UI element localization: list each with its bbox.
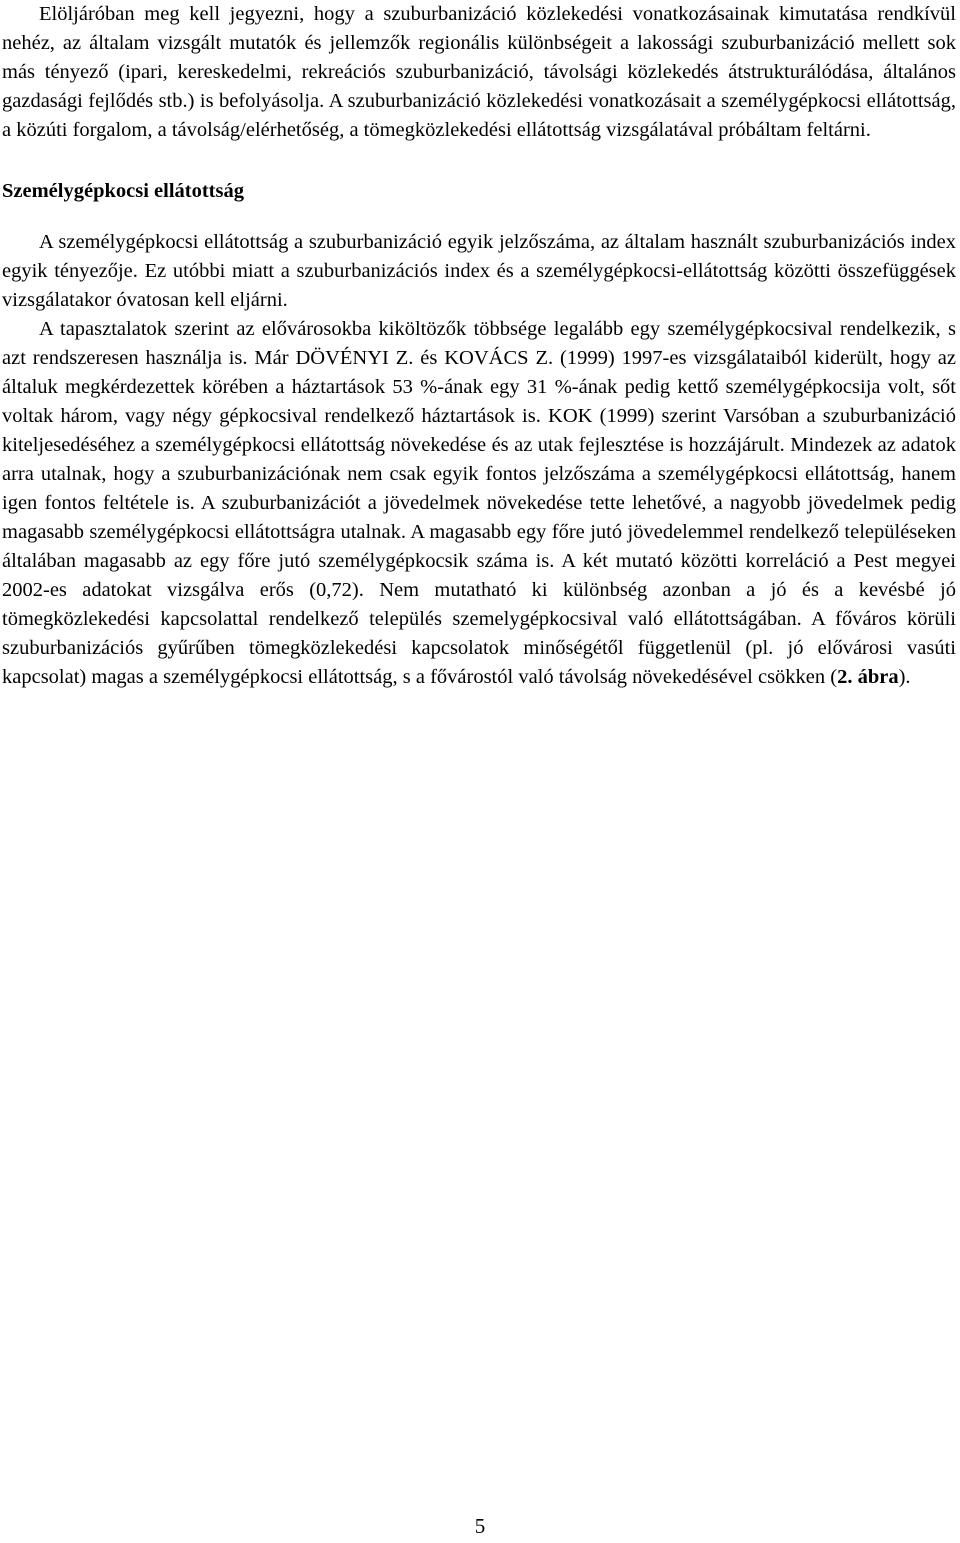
- section-paragraph-2-end: ).: [898, 666, 911, 688]
- intro-paragraph: Elöljáróban meg kell jegyezni, hogy a szuburbanizáció közlekedési vonatkozásainak kimutatása rendkívül nehéz, az általam vizsgált mutatók és jellemzők regionális különbségeit a lakossági szuburbanizáció mellett sok más tényező (ipari, kereskedelmi, rekreációs szuburbanizáció, távolsági közlekedés átstrukturálódása, általános gazdasági fejlődés stb.) is befolyásolja. A szuburbanizáció közlekedési vonatkozásait a személygépkocsi ellátottság, a közúti forgalom, a távolság/elérhetőség, a tömegközlekedési ellátottság vizsgálatával próbáltam feltárni.: [2, 3, 956, 141]
- section-heading: Személygépkocsi ellátottság: [2, 180, 244, 202]
- section-paragraph-2-text: A tapasztalatok szerint az elővárosokba kiköltözők többsége legalább egy személygépkocsival rendelkezik, s azt rendszeresen használja is. Már DÖVÉNYI Z. és KOVÁCS Z. (1999) 1997-es vizsgálataiból kiderült, hogy az általuk megkérdezettek körében a háztartások 53 %-ának egy 31 %-ának pedig kettő személygépkocsija volt, sőt voltak három, vagy négy gépkocsival rendelkező háztartások is. KOK (1999) szerint Varsóban a szuburbanizáció kiteljesedéséhez a személygépkocsi ellátottság növekedése és az utak fejlesztése is hozzájárult. Mindezek az adatok arra utalnak, hogy a szuburbanizációnak nem csak egyik fontos jelzőszáma a személygépkocsi ellátottság, hanem igen fontos feltétele is. A szuburbanizációt a jövedelmek növekedése tette lehetővé, a nagyobb jövedelmek pedig magasabb személygépkocsi ellátottságra utalnak. A magasabb egy főre jutó jövedelemmel rendelkező településeken általában magasabb az egy főre jutó személygépkocsik száma is. A két mutató közötti korreláció a Pest megyei 2002-es adatokat vizsgálva erős (0,72). Nem mutatható ki különbség azonban a jó és a kevésbé jó tömegközlekedési kapcsolattal rendelkező település szemelygépkocsival való ellátottságában. A főváros körüli szuburbanizációs gyűrűben tömegközlekedési kapcsolatok minőségétől függetlenül (pl. jó elővárosi vasúti kapcsolat) magas a személygépkocsi ellátottság, s a fővárostól való távolság növekedésével csökken (: [2, 318, 956, 688]
- section-paragraph-1: A személygépkocsi ellátottság a szuburbanizáció egyik jelzőszáma, az általam használt szuburbanizációs index egyik tényezője. Ez utóbbi miatt a szuburbanizációs index és a személygépkocsi-ellátottság közötti összefüggések vizsgálatakor óvatosan kell eljárni.: [2, 231, 956, 311]
- section-paragraph-2: [2, 315, 956, 692]
- document-page: [2, 0, 956, 692]
- page-number: 5: [474, 1514, 486, 1538]
- figure-reference[interactable]: 2. ábra: [837, 666, 899, 688]
